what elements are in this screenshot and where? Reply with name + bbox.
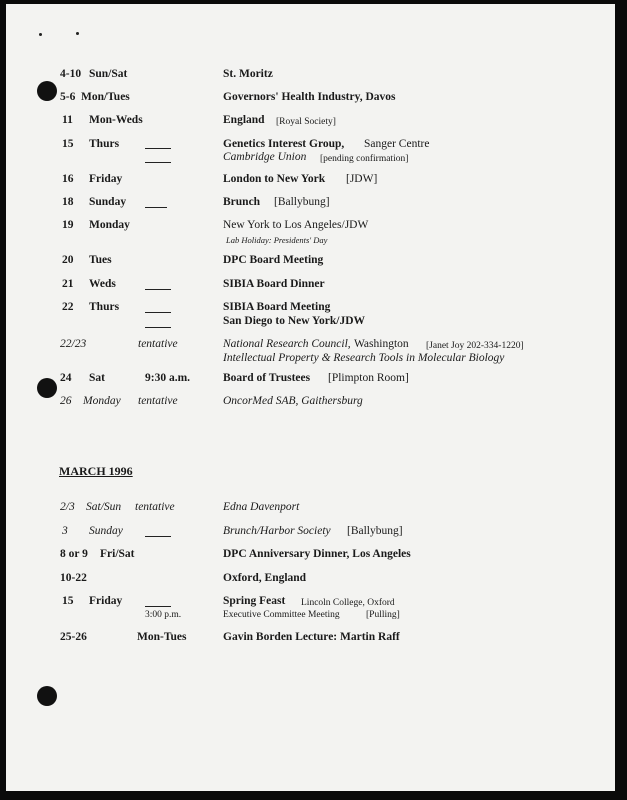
date: 22/23 [60, 338, 87, 350]
binder-hole [37, 378, 57, 398]
time: 9:30 a.m. [145, 372, 191, 384]
day: Fri/Sat [100, 548, 135, 560]
event: SIBIA Board Meeting [223, 301, 331, 313]
event: Brunch [223, 196, 261, 208]
date: 25-26 [60, 631, 87, 643]
event: DPC Anniversary Dinner, Los Angeles [223, 548, 411, 560]
day: Weds [89, 278, 116, 290]
date: 15 [62, 138, 74, 150]
event-line2: Intellectual Property & Research Tools in Molecular Biology [223, 352, 505, 364]
event: Board of Trustees [223, 372, 311, 384]
event-line2: San Diego to New York/JDW [223, 315, 366, 327]
day: Friday [89, 173, 123, 185]
binder-hole [37, 81, 57, 101]
event-note: [JDW] [346, 173, 378, 185]
binder-hole [37, 686, 57, 706]
event: Oxford, England [223, 572, 307, 584]
blank-line [145, 327, 171, 328]
event-note: [Royal Society] [276, 117, 336, 127]
date: 16 [62, 173, 74, 185]
day: Sat/Sun [86, 501, 122, 513]
blank-line [145, 312, 171, 313]
day: Mon-Weds [89, 114, 143, 126]
date: 4-10 [60, 68, 82, 80]
event-note: [Ballybung] [347, 525, 403, 537]
event: New York to Los Angeles/JDW [223, 219, 369, 231]
event-line2: Lab Holiday: Presidents' Day [226, 235, 328, 245]
blank-line [145, 606, 171, 607]
blank-line [145, 536, 171, 537]
date: 18 [62, 196, 74, 208]
date: 20 [62, 254, 74, 266]
day: Mon-Tues [137, 631, 187, 643]
paper-mark [39, 33, 42, 36]
event-note: [Pulling] [366, 610, 400, 620]
day: Sat [89, 372, 105, 384]
month-heading: MARCH 1996 [59, 464, 133, 478]
event: Genetics Interest Group, [223, 138, 345, 150]
event-location: Lincoln College, Oxford [301, 598, 395, 608]
date: 2/3 [60, 501, 75, 513]
event: OncorMed SAB, Gaithersburg [223, 395, 363, 407]
event-note: [pending confirmation] [320, 154, 409, 164]
time: 3:00 p.m. [145, 610, 182, 620]
event-note: [Plimpton Room] [328, 372, 409, 384]
event: St. Moritz [223, 68, 273, 80]
event: England [223, 114, 265, 126]
date: 3 [62, 525, 68, 537]
date: 11 [62, 114, 73, 126]
event-location: Washington [354, 338, 409, 350]
status: tentative [138, 395, 178, 407]
day: Sunday [89, 525, 123, 537]
event: Governors' Health Industry, Davos [223, 91, 396, 103]
blank-line [145, 162, 171, 163]
blank-line [145, 289, 171, 290]
event: Gavin Borden Lecture: Martin Raff [223, 631, 400, 643]
event-line2: Executive Committee Meeting [223, 610, 340, 620]
event: DPC Board Meeting [223, 254, 324, 266]
date: 5-6 [60, 91, 76, 103]
document-page [6, 4, 615, 791]
status: tentative [138, 338, 178, 350]
date: 8 or 9 [60, 548, 88, 560]
event: Brunch/Harbor Society [223, 525, 331, 537]
event-note: [Janet Joy 202-334-1220] [426, 341, 524, 351]
blank-line [145, 207, 167, 208]
paper-mark [76, 32, 79, 35]
day: Sun/Sat [89, 68, 128, 80]
day: Thurs [89, 301, 120, 313]
event-location: Sanger Centre [364, 138, 430, 150]
date: 19 [62, 219, 74, 231]
day: Sunday [89, 196, 127, 208]
event-line2: Cambridge Union [223, 151, 307, 163]
event: Edna Davenport [223, 501, 300, 513]
date: 22 [62, 301, 74, 313]
day: Monday [89, 219, 130, 231]
date: 21 [62, 278, 74, 290]
event: National Research Council, [223, 338, 351, 350]
date: 24 [60, 372, 72, 384]
date: 26 [60, 395, 72, 407]
day: Monday [83, 395, 121, 407]
status: tentative [135, 501, 175, 513]
event: Spring Feast [223, 595, 286, 607]
blank-line [145, 148, 171, 149]
day: Mon/Tues [81, 91, 130, 103]
day: Tues [89, 254, 112, 266]
day: Friday [89, 595, 123, 607]
date: 10-22 [60, 572, 87, 584]
event: SIBIA Board Dinner [223, 278, 325, 290]
event: London to New York [223, 173, 326, 185]
event-note: [Ballybung] [274, 196, 330, 208]
day: Thurs [89, 138, 120, 150]
date: 15 [62, 595, 74, 607]
